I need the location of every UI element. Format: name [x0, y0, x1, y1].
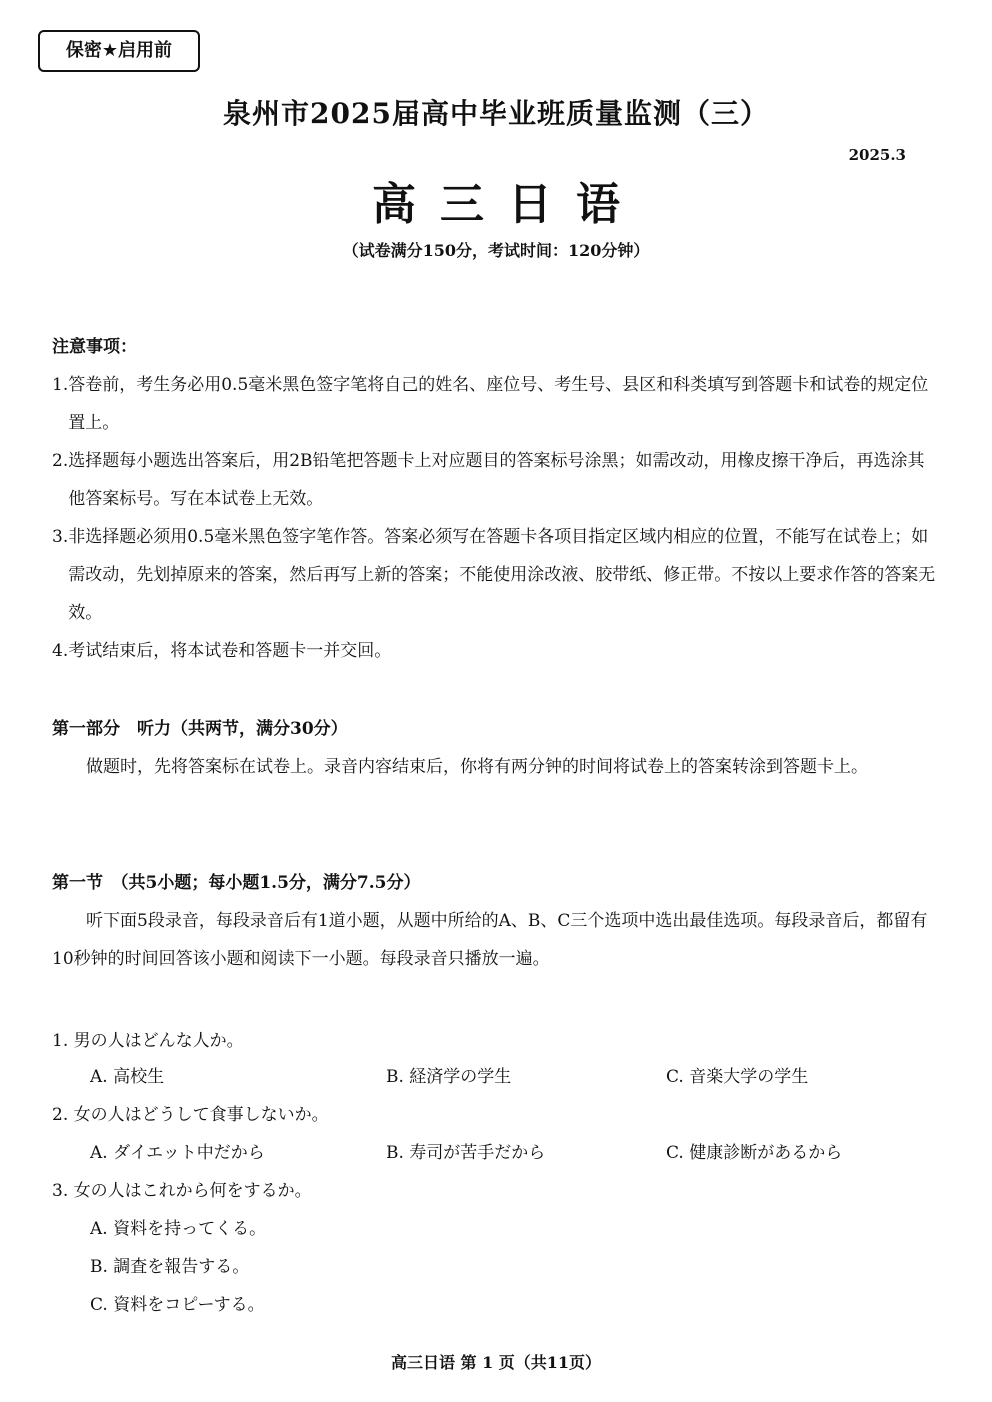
- exam-title: 泉州市2025届高中毕业班质量监测（三）: [223, 97, 769, 130]
- note-number: 3.: [52, 527, 69, 547]
- question-option: C. 資料をコピーする。: [90, 1295, 265, 1315]
- question-stem: 1. 男の人はどんな人か。: [52, 1031, 244, 1051]
- option-b: B. 寿司が苦手だから: [386, 1143, 546, 1163]
- note-number: 4.: [52, 641, 69, 661]
- question-option: A. 資料を持ってくる。: [90, 1219, 267, 1239]
- part1-heading: 第一部分 听力（共两节，满分30分）: [52, 719, 348, 739]
- option-a: A. 高校生: [90, 1067, 165, 1087]
- notes-section: [52, 328, 940, 670]
- part1-section: [52, 710, 940, 786]
- option-c: C. 健康診断があるから: [666, 1143, 843, 1163]
- note-text: 考试结束后，将本试卷和答题卡一并交回。: [68, 641, 392, 661]
- option-a: A. ダイエット中だから: [90, 1143, 265, 1163]
- note-item: [52, 518, 940, 632]
- note-text: 答卷前，考生务必用0.5毫米黑色签字笔将自己的姓名、座位号、考生号、县区和科类填写到答题卡和试卷的规定位置上。: [68, 375, 929, 433]
- question-stem: 3. 女の人はこれから何をするか。: [52, 1181, 312, 1201]
- note-number: 2.: [52, 451, 69, 471]
- exam-info: （试卷满分150分，考试时间：120分钟）: [342, 241, 650, 260]
- notes-heading: 注意事项：: [52, 337, 137, 357]
- part1-instructions: 做题时，先将答案标在试卷上。录音内容结束后，你将有两分钟的时间将试卷上的答案转涂到答题卡上。: [86, 757, 868, 777]
- option-c: C. 音楽大学の学生: [666, 1067, 809, 1087]
- section1-instructions: 听下面5段录音，每段录音后有1道小题，从题中所给的A、B、C三个选项中选出最佳选项。每段录音后，都留有10秒钟的时间回答该小题和阅读下一小题。每段录音只播放一遍。: [52, 911, 928, 969]
- question-stem: 2. 女の人はどうして食事しないか。: [52, 1105, 329, 1125]
- note-text: 非选择题必须用0.5毫米黑色签字笔作答。答案必须写在答题卡各项目指定区域内相应的位置，不能写在试卷上；如需改动，先划掉原来的答案，然后再写上新的答案；不能使用涂改液、胶带纸、修正带。不按以上要求作答的答案无效。: [68, 527, 936, 623]
- note-text: 选择题每小题选出答案后，用2B铅笔把答题卡上对应题目的答案标号涂黑；如需改动，用橡皮擦干净后，再选涂其他答案标号。写在本试卷上无效。: [68, 451, 925, 509]
- section1: [52, 864, 940, 978]
- page-footer: 高三日语 第 1 页（共11页）: [390, 1353, 602, 1372]
- note-number: 1.: [52, 375, 69, 395]
- note-item: [52, 442, 940, 518]
- option-b: B. 経済学の学生: [386, 1067, 512, 1087]
- note-item: [52, 632, 940, 670]
- exam-date: 2025.3: [848, 146, 906, 164]
- section1-heading: 第一节 （共5小题；每小题1.5分，满分7.5分）: [52, 873, 421, 893]
- subject-title: 高三日语: [372, 179, 644, 230]
- confidential-label: 保密★启用前: [38, 30, 200, 72]
- question-option: B. 調査を報告する。: [90, 1257, 250, 1277]
- note-item: [52, 366, 940, 442]
